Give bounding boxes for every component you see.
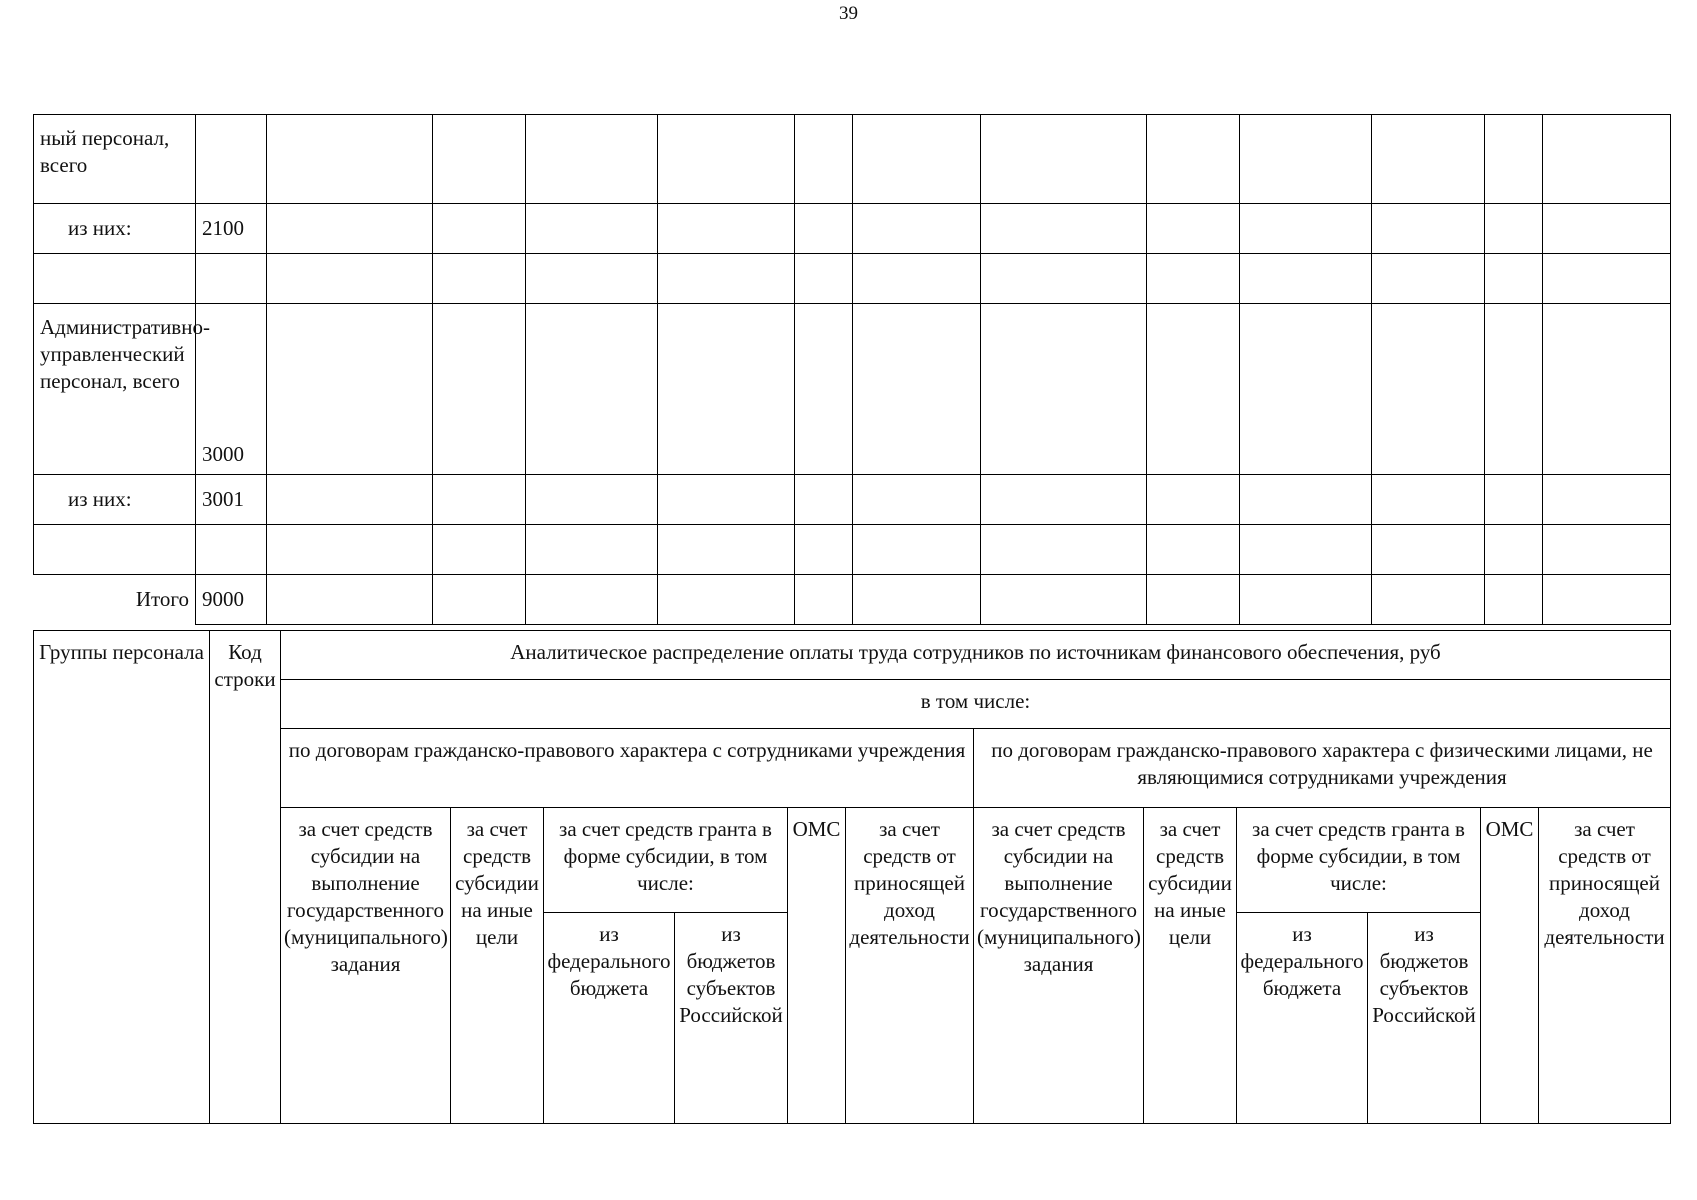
col-grant-federal: из федерального бюджета bbox=[544, 913, 675, 1124]
value-cell bbox=[1485, 254, 1543, 304]
value-cell bbox=[267, 254, 433, 304]
value-cell bbox=[267, 475, 433, 525]
code-cell: 3001 bbox=[196, 475, 267, 525]
table-row bbox=[34, 115, 1671, 204]
value-cell bbox=[526, 575, 658, 625]
table-row bbox=[34, 525, 1671, 575]
value-cell bbox=[1543, 204, 1671, 254]
value-cell bbox=[853, 475, 981, 525]
value-cell bbox=[981, 304, 1147, 475]
page-number: 39 bbox=[839, 3, 858, 24]
col-income: за счет средств от приносящей доход деятельности bbox=[1539, 808, 1671, 1124]
value-cell bbox=[267, 575, 433, 625]
value-cell bbox=[1372, 115, 1485, 204]
table-row bbox=[34, 204, 1671, 254]
value-cell bbox=[1485, 115, 1543, 204]
value-cell bbox=[1240, 575, 1372, 625]
value-cell bbox=[853, 575, 981, 625]
value-cell bbox=[981, 475, 1147, 525]
code-cell: 3000 bbox=[196, 304, 267, 475]
col-grant-regional: из бюджетов субъектов Российской bbox=[675, 913, 788, 1124]
value-cell bbox=[658, 254, 795, 304]
value-cell bbox=[526, 475, 658, 525]
value-cell bbox=[853, 304, 981, 475]
value-cell bbox=[658, 475, 795, 525]
value-cell bbox=[658, 525, 795, 575]
col-grant: за счет средств гранта в форме субсидии, в том числе: bbox=[1237, 808, 1481, 913]
group-cell: Административно-управленческий персонал, всего bbox=[34, 304, 196, 475]
value-cell bbox=[1372, 304, 1485, 475]
staff-table-continuation bbox=[33, 114, 1671, 625]
value-cell bbox=[526, 204, 658, 254]
value-cell bbox=[267, 115, 433, 204]
value-cell bbox=[981, 204, 1147, 254]
value-cell bbox=[267, 304, 433, 475]
value-cell bbox=[433, 254, 526, 304]
table-row bbox=[34, 254, 1671, 304]
col-header-code: Код строки bbox=[210, 631, 281, 1124]
col-subsidy-other: за счет средств субсидии на иные цели bbox=[1144, 808, 1237, 1124]
col-grant-regional: из бюджетов субъектов Российской bbox=[1368, 913, 1481, 1124]
value-cell bbox=[1485, 575, 1543, 625]
table-title: Аналитическое распределение оплаты труда сотрудников по источникам финансового обеспечения, руб bbox=[281, 631, 1671, 680]
group-cell bbox=[34, 254, 196, 304]
section-header-individuals: по договорам гражданско-правового характера с физическими лицами, не являющимися сотрудниками учреждения bbox=[974, 729, 1671, 808]
value-cell bbox=[1240, 475, 1372, 525]
table-row bbox=[34, 475, 1671, 525]
value-cell bbox=[1543, 475, 1671, 525]
col-subsidy-task: за счет средств субсидии на выполнение государственного (муниципального) задания bbox=[281, 808, 451, 1124]
col-income: за счет средств от приносящей доход деятельности bbox=[846, 808, 974, 1124]
value-cell bbox=[526, 525, 658, 575]
col-oms: ОМС bbox=[1481, 808, 1539, 1124]
value-cell bbox=[981, 115, 1147, 204]
value-cell bbox=[433, 204, 526, 254]
value-cell bbox=[658, 304, 795, 475]
value-cell bbox=[795, 254, 853, 304]
value-cell bbox=[526, 304, 658, 475]
value-cell bbox=[981, 525, 1147, 575]
col-oms: ОМС bbox=[788, 808, 846, 1124]
code-cell bbox=[196, 115, 267, 204]
value-cell bbox=[1543, 575, 1671, 625]
value-cell bbox=[1372, 525, 1485, 575]
value-cell bbox=[1372, 575, 1485, 625]
value-cell bbox=[433, 115, 526, 204]
value-cell bbox=[1147, 204, 1240, 254]
value-cell bbox=[1240, 254, 1372, 304]
col-grant-federal: из федерального бюджета bbox=[1237, 913, 1368, 1124]
code-cell: 9000 bbox=[196, 575, 267, 625]
value-cell bbox=[981, 575, 1147, 625]
value-cell bbox=[1147, 525, 1240, 575]
value-cell bbox=[1485, 204, 1543, 254]
value-cell bbox=[1543, 254, 1671, 304]
value-cell bbox=[981, 254, 1147, 304]
value-cell bbox=[1147, 475, 1240, 525]
col-header-group: Группы персонала bbox=[34, 631, 210, 1124]
total-label: Итого bbox=[34, 575, 196, 625]
value-cell bbox=[1240, 115, 1372, 204]
value-cell bbox=[1485, 475, 1543, 525]
group-cell: ный персонал, всего bbox=[34, 115, 196, 204]
table-row-total bbox=[34, 575, 1671, 625]
value-cell bbox=[1240, 304, 1372, 475]
value-cell bbox=[795, 475, 853, 525]
group-cell: из них: bbox=[34, 204, 196, 254]
value-cell bbox=[433, 475, 526, 525]
value-cell bbox=[1147, 575, 1240, 625]
value-cell bbox=[795, 575, 853, 625]
value-cell bbox=[658, 575, 795, 625]
code-cell bbox=[196, 254, 267, 304]
col-grant: за счет средств гранта в форме субсидии, в том числе: bbox=[544, 808, 788, 913]
section-header-employees: по договорам гражданско-правового характера с сотрудниками учреждения bbox=[281, 729, 974, 808]
value-cell bbox=[433, 525, 526, 575]
value-cell bbox=[433, 575, 526, 625]
value-cell bbox=[1372, 254, 1485, 304]
value-cell bbox=[1147, 115, 1240, 204]
including-header: в том числе: bbox=[281, 680, 1671, 729]
value-cell bbox=[1240, 204, 1372, 254]
value-cell bbox=[853, 115, 981, 204]
value-cell bbox=[795, 304, 853, 475]
code-cell bbox=[196, 525, 267, 575]
value-cell bbox=[795, 525, 853, 575]
value-cell bbox=[795, 115, 853, 204]
value-cell bbox=[853, 254, 981, 304]
col-subsidy-task: за счет средств субсидии на выполнение государственного (муниципального) задания bbox=[974, 808, 1144, 1124]
value-cell bbox=[795, 204, 853, 254]
value-cell bbox=[433, 304, 526, 475]
value-cell bbox=[853, 525, 981, 575]
group-cell bbox=[34, 525, 196, 575]
value-cell bbox=[1543, 304, 1671, 475]
value-cell bbox=[1240, 525, 1372, 575]
value-cell bbox=[1372, 475, 1485, 525]
value-cell bbox=[1485, 304, 1543, 475]
value-cell bbox=[1543, 525, 1671, 575]
value-cell bbox=[658, 115, 795, 204]
group-cell: из них: bbox=[34, 475, 196, 525]
value-cell bbox=[1147, 304, 1240, 475]
value-cell bbox=[853, 204, 981, 254]
value-cell bbox=[267, 525, 433, 575]
col-subsidy-other: за счет средств субсидии на иные цели bbox=[451, 808, 544, 1124]
code-cell: 2100 bbox=[196, 204, 267, 254]
table-row bbox=[34, 304, 1671, 475]
value-cell bbox=[1147, 254, 1240, 304]
value-cell bbox=[1372, 204, 1485, 254]
value-cell bbox=[526, 115, 658, 204]
value-cell bbox=[526, 254, 658, 304]
payroll-distribution-header-table bbox=[33, 630, 1671, 1124]
value-cell bbox=[1485, 525, 1543, 575]
value-cell bbox=[1543, 115, 1671, 204]
value-cell bbox=[658, 204, 795, 254]
value-cell bbox=[267, 204, 433, 254]
header-row bbox=[34, 631, 1671, 680]
